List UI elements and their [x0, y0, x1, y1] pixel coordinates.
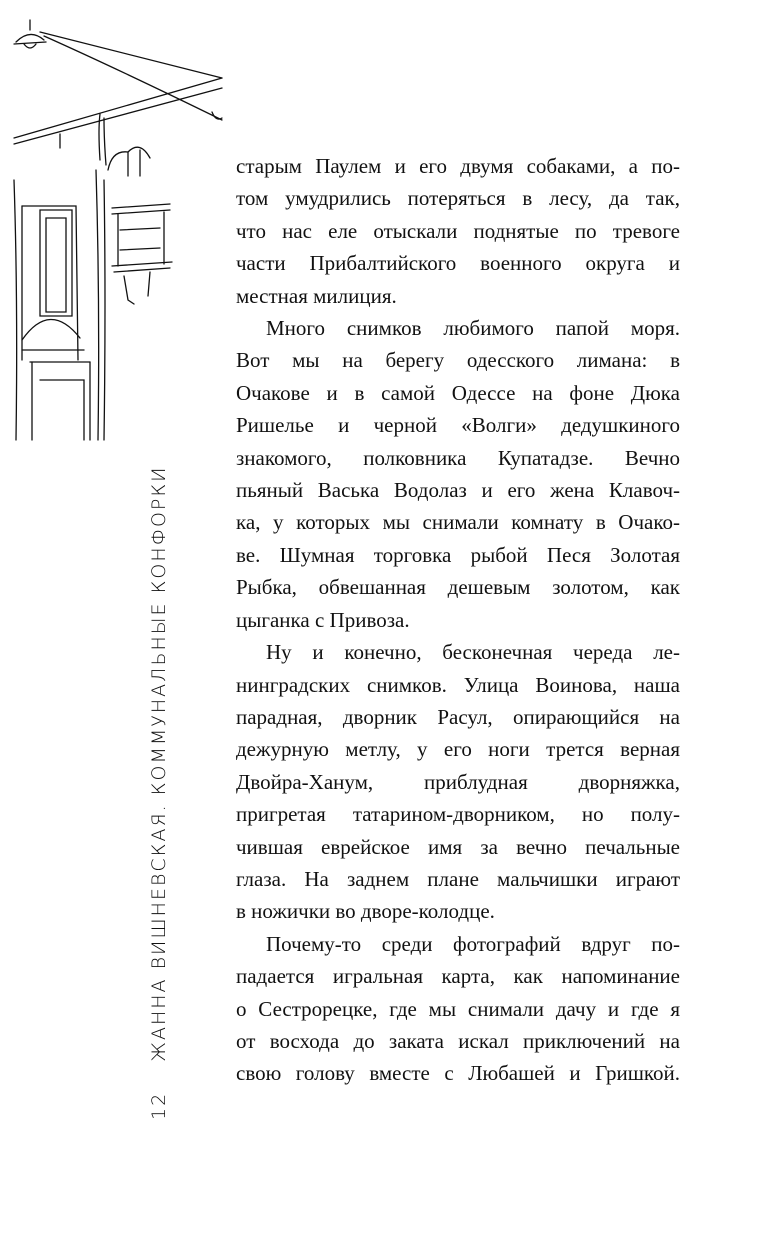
text-line: ка, у которых мы снимали комнату в Очако-: [236, 510, 680, 535]
book-title: ЖАННА ВИШНЕВСКАЯ. КОММУНАЛЬНЫЕ КОНФОРКИ: [148, 465, 170, 1062]
text-line: Ну и конечно, бесконечная череда ле-: [266, 640, 680, 665]
paragraph: [236, 150, 680, 312]
text-line: ве. Шумная торговка рыбой Песя Золотая: [236, 542, 680, 567]
text-line: чившая еврейское имя за вечно печальные: [236, 834, 680, 859]
text-line: знакомого, полковника Купатадзе. Вечно: [236, 445, 680, 470]
text-line: о Сестрорецке, где мы снимали дачу и где я: [236, 996, 680, 1021]
paragraph: [236, 636, 680, 928]
text-line: местная милиция.: [236, 283, 397, 308]
text-line: нинградских снимков. Улица Воинова, наша: [236, 672, 680, 697]
running-header: [148, 465, 170, 1120]
text-line: парадная, дворник Расул, опирающийся на: [236, 704, 680, 729]
text-line: от восхода до заката искал приключений на: [236, 1028, 680, 1053]
paragraph: [236, 312, 680, 636]
text-line: старым Паулем и его двумя собаками, а по-: [236, 154, 680, 178]
page-number: 12: [148, 1091, 170, 1120]
lamp-icon: [14, 20, 46, 48]
text-line: том умудрились потеряться в лесу, да так,: [236, 186, 680, 211]
text-line: пригретая татарином-дворником, но полу-: [236, 802, 680, 827]
text-line: Много снимков любимого папой моря.: [266, 316, 680, 341]
paragraph: [236, 928, 680, 1090]
body-text: [236, 150, 680, 1090]
text-line: свою голову вместе с Любашей и Гришкой.: [236, 1061, 680, 1086]
text-line: в ножички во дворе-колодце.: [236, 899, 495, 924]
text-line: что нас еле отыскали поднятые по тревоге: [236, 218, 680, 243]
text-line: дежурную метлу, у его ноги трется верная: [236, 737, 680, 762]
text-line: Вот мы на берегу одесского лимана: в: [236, 348, 680, 373]
text-line: глаза. На заднем плане мальчишки играют: [236, 866, 680, 891]
text-line: пьяный Васька Водолаз и его жена Клавоч-: [236, 478, 680, 503]
text-line: падается игральная карта, как напоминание: [236, 964, 680, 989]
text-line: части Прибалтийского военного округа и: [236, 251, 680, 276]
text-line: Рыбка, обвешанная дешевым золотом, как: [236, 575, 680, 600]
text-line: цыганка с Привоза.: [236, 607, 410, 632]
text-line: Очакове и в самой Одессе на фоне Дюка: [236, 380, 680, 405]
text-line: Двойра-Ханум, приблудная дворняжка,: [236, 769, 680, 794]
text-line: Почему-то среди фотографий вдруг по-: [266, 931, 680, 956]
building-sketch-illustration: [0, 0, 230, 450]
text-line: Ришелье и черной «Волги» дедушкиного: [236, 413, 680, 438]
